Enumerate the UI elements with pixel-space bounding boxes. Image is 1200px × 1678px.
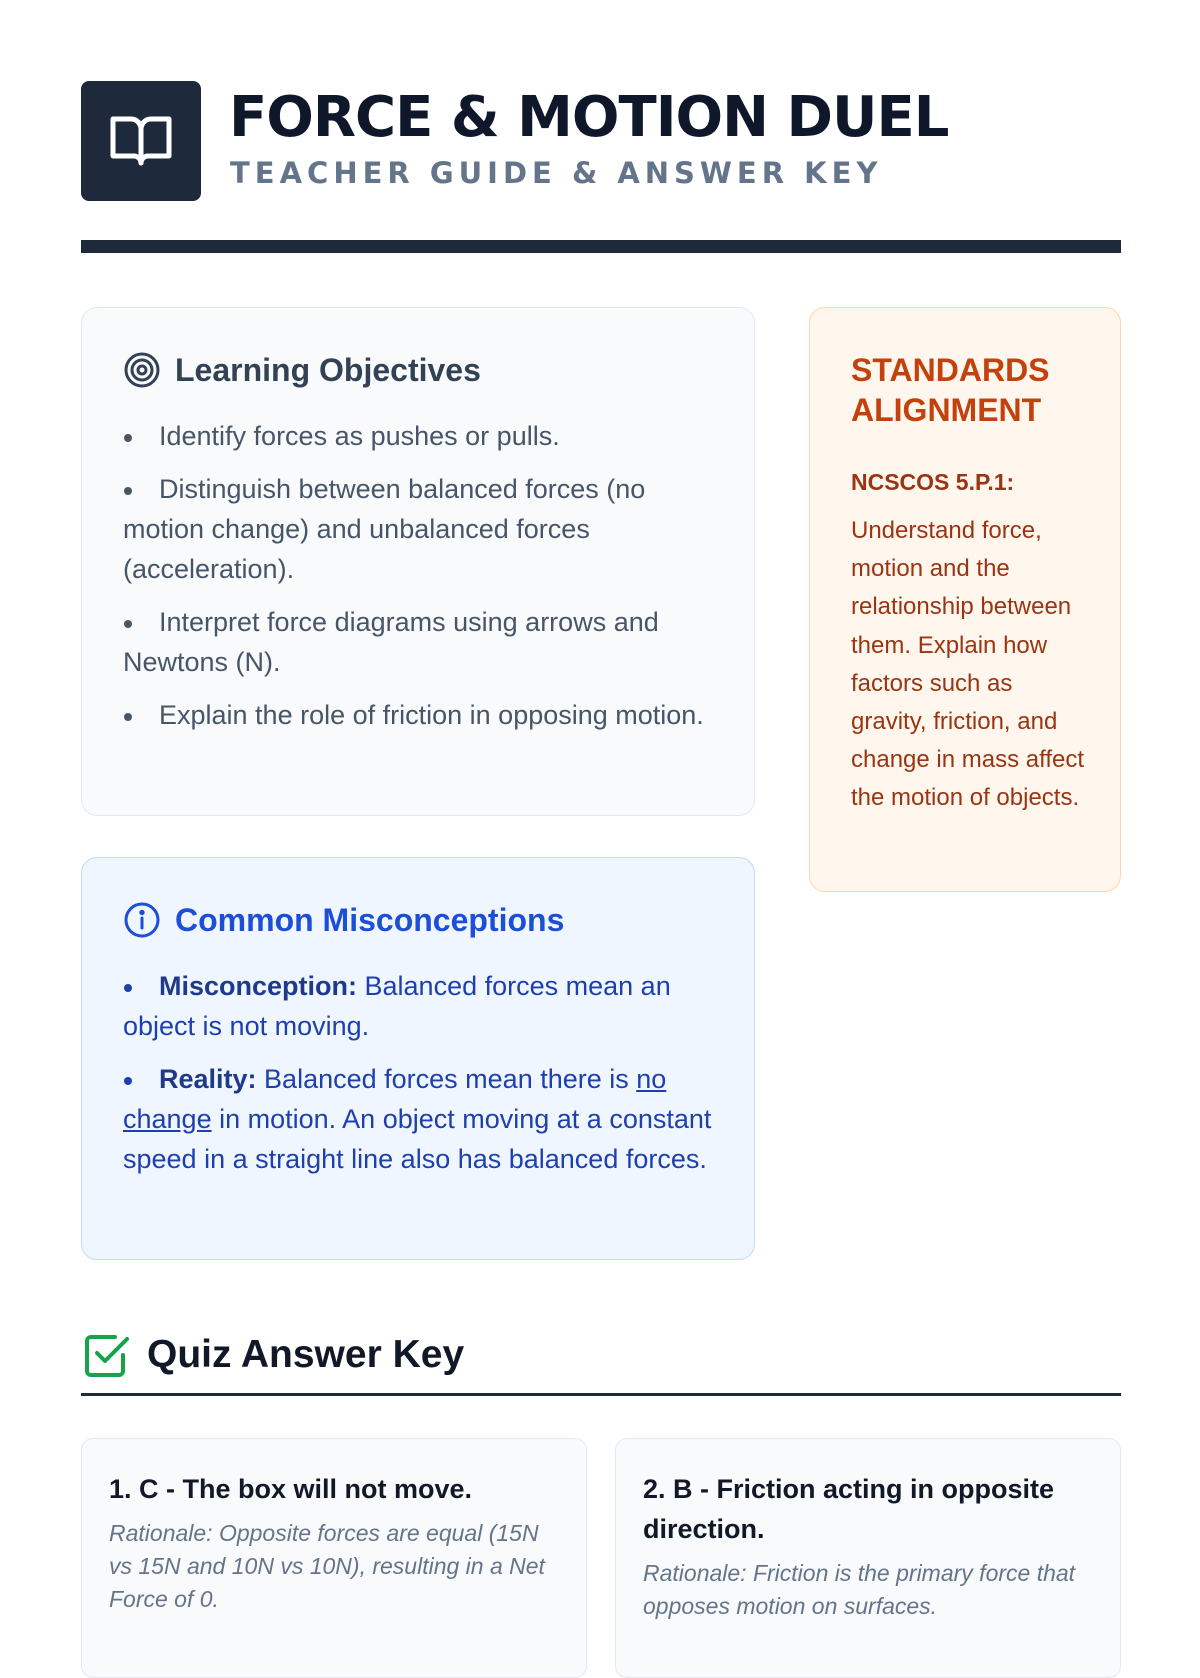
- header-divider: [81, 240, 1121, 253]
- standards-code: NCSCOS 5.P.1:: [851, 469, 1015, 495]
- quiz-answer-card: [615, 1438, 1121, 1678]
- reality-label: Reality:: [159, 1064, 257, 1094]
- quiz-answer: 1. C - The box will not move.: [109, 1474, 473, 1504]
- misconception-text: Balanced forces mean an object is not moving.: [123, 971, 671, 1041]
- quiz-answer: 2. B - Friction acting in opposite direction.: [643, 1474, 1055, 1544]
- reality-text-after: in motion. An object moving at a constant speed in a straight line also has balanced forces.: [123, 1104, 712, 1174]
- list-item: Distinguish between balanced forces (no motion change) and unbalanced forces (acceleration).: [123, 469, 723, 589]
- page-subtitle: TEACHER GUIDE & ANSWER KEY: [230, 156, 883, 190]
- learning-objectives-heading: [123, 348, 481, 392]
- reality-emphasis: no change: [123, 1064, 667, 1134]
- list-item: [123, 1059, 723, 1179]
- objectives-list: [123, 416, 723, 748]
- teacher-guide-page: [81, 0, 1121, 1619]
- learning-objectives-card: [81, 307, 755, 816]
- info-icon: [123, 901, 161, 939]
- quiz-rationale: Rationale: Friction is the primary force that opposes motion on surfaces.: [643, 1560, 1076, 1619]
- checkbox-check-icon: [83, 1331, 131, 1379]
- page-header: [81, 81, 1121, 201]
- misconceptions-list: [123, 966, 723, 1192]
- target-icon: [123, 351, 161, 389]
- standards-title: STANDARDS ALIGNMENT: [851, 352, 1050, 428]
- list-item: Identify forces as pushes or pulls.: [123, 416, 723, 456]
- quiz-divider: [81, 1393, 1121, 1396]
- quiz-title: Quiz Answer Key: [147, 1333, 465, 1376]
- open-book-icon: [109, 111, 173, 171]
- misconception-label: Misconception:: [159, 971, 358, 1001]
- quiz-rationale: Rationale: Opposite forces are equal (15N vs 15N and 10N vs 10N), resulting in a Net Force of 0.: [109, 1520, 545, 1612]
- list-item: Interpret force diagrams using arrows and Newtons (N).: [123, 602, 723, 682]
- page-title: FORCE & MOTION DUEL: [229, 85, 949, 150]
- standards-description: Understand force, motion and the relationship between them. Explain how factors such as gravity, friction, and change in mass affect the motion of objects.: [851, 517, 1085, 812]
- misconceptions-card: [81, 857, 755, 1260]
- quiz-heading: [81, 1330, 464, 1380]
- list-item: Explain the role of friction in opposing motion.: [123, 695, 723, 735]
- learning-objectives-title: Learning Objectives: [175, 352, 481, 388]
- standards-alignment-card: [809, 307, 1121, 892]
- list-item: [123, 966, 723, 1046]
- logo-badge: [81, 81, 201, 201]
- quiz-answer-card: [81, 1438, 587, 1678]
- reality-text-before: Balanced forces mean there is: [256, 1064, 637, 1094]
- misconceptions-title: Common Misconceptions: [175, 902, 565, 938]
- misconceptions-heading: [123, 898, 564, 942]
